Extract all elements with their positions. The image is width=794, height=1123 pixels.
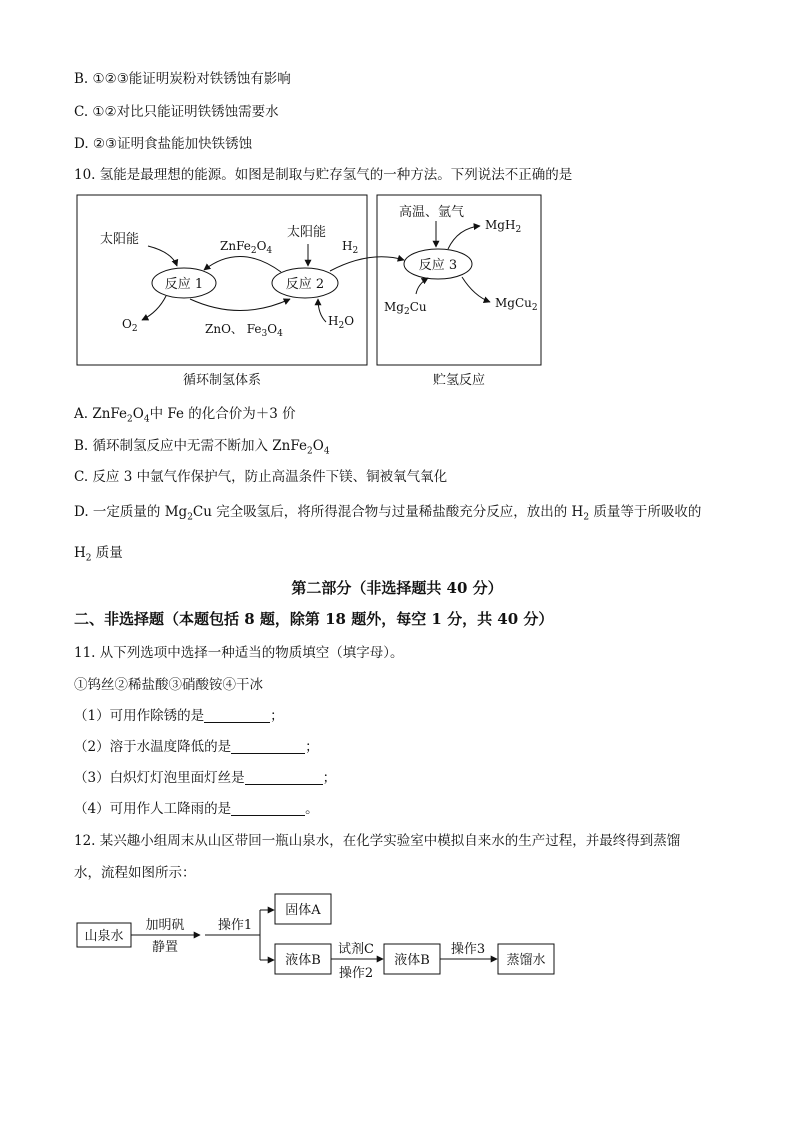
reaction-2-label: 反应 2 [285,277,325,292]
op1-label: 操作1 [217,918,253,933]
cycle-caption: 循环制氢体系 [182,373,262,388]
liquid-b-label-2: 液体B [394,953,430,968]
distilled-water-label: 蒸馏水 [506,953,546,968]
spring-water-label: 山泉水 [84,929,124,944]
section-heading: 二、非选择题（本题包括 8 题，除第 18 题外，每空 1 分，共 40 分） [74,610,554,628]
storage-box [377,195,541,365]
op3-label: 操作3 [450,942,486,957]
zno-fe3o4-label: ZnO、 $Fe_3O_4$ [205,322,283,339]
part-two-title: 第二部分（非选择题共 40 分） [291,579,503,597]
answer-blank-2[interactable] [231,739,305,754]
h2-label: $H_2$ [342,239,359,256]
storage-caption: 贮氢反应 [432,373,486,388]
mgh2-label: MgH$_2$ [485,218,522,235]
o2-arrow [142,296,166,320]
q10-option-a: A. $ZnFe_2O_4$中 Fe 的化合价为＋3 价 [74,406,296,425]
solar-arrow-1 [148,246,177,266]
o2-label: $O_2$ [122,317,138,334]
solar-energy-label-1: 太阳能 [100,232,140,247]
znfe2o4-label: $ZnFe_2O_4$ [220,239,273,256]
q9-option-b: B. ①②③能证明炭粉对铁锈蚀有影响 [74,71,291,87]
mgh2-arrow [448,226,480,249]
q12-stem-line2: 水，流程如图所示： [74,865,196,881]
q10-option-b: B. 循环制氢反应中无需不断加入 $ZnFe_2O_4$ [74,438,330,457]
answer-blank-4[interactable] [231,801,305,816]
q10-stem: 10. 氢能是最理想的能源。如图是制取与贮存氢气的一种方法。下列说法不正确的是 [74,167,573,183]
zno-fe3o4-arc [190,299,290,311]
add-alum-label: 加明矾 [145,918,185,933]
q10-option-c: C. 反应 3 中氩气作保护气，防止高温条件下镁、铜被氧气氧化 [74,469,448,485]
h2o-label: $H_2O$ [328,314,355,331]
liquid-b-label-1: 液体B [285,953,321,968]
q10-option-d: D. 一定质量的 $Mg_2Cu$ 完全吸氢后，将所得混合物与过量稀盐酸充分反应，放出的 $H_2$ 质量等于所吸收的 [74,504,702,523]
reaction-1-label: 反应 1 [164,277,204,292]
answer-blank-1[interactable] [204,708,270,723]
q9-option-c: C. ①②对比只能证明铁锈蚀需要水 [74,104,279,120]
znfe2o4-arc [204,256,281,272]
q11-sub4: （4）可用作人工降雨的是 。 [74,801,319,817]
high-temp-argon-label: 高温、氩气 [399,205,465,220]
q10-option-d-cont: $H_2$ 质量 [74,545,123,564]
reaction-3-label: 反应 3 [418,258,458,273]
solar-energy-label-2: 太阳能 [287,225,327,240]
h2o-arrow [318,299,326,322]
op2-label: 操作2 [338,966,374,981]
q11-sub3: （3）白炽灯灯泡里面灯丝是 ； [74,770,337,786]
q11-stem: 11. 从下列选项中选择一种适当的物质填空（填字母）。 [74,645,404,661]
q12-stem-line1: 12. 某兴趣小组周末从山区带回一瓶山泉水，在化学实验室中模拟自来水的生产过程，并最终得到蒸馏 [74,833,681,849]
mg2cu-arrow [416,278,428,294]
settle-label: 静置 [151,940,179,955]
hydrogen-cycle-diagram [0,0,794,400]
answer-blank-3[interactable] [245,770,323,785]
q9-option-d: D. ②③证明食盐能加快铁锈蚀 [74,136,253,152]
q11-sub1: （1）可用作除锈的是 ； [74,708,284,724]
q11-sub2: （2）溶于水温度降低的是 ； [74,739,319,755]
solid-a-label: 固体A [285,903,321,918]
mg2cu-label: $Mg_2Cu$ [384,300,427,317]
mgcu2-label: MgCu$_2$ [495,296,538,313]
mgcu2-arrow [462,277,490,302]
water-purification-flowchart [0,880,794,990]
reagent-c-label: 试剂C [338,942,374,957]
q11-choices: ①钨丝②稀盐酸③硝酸铵④干冰 [74,677,263,693]
